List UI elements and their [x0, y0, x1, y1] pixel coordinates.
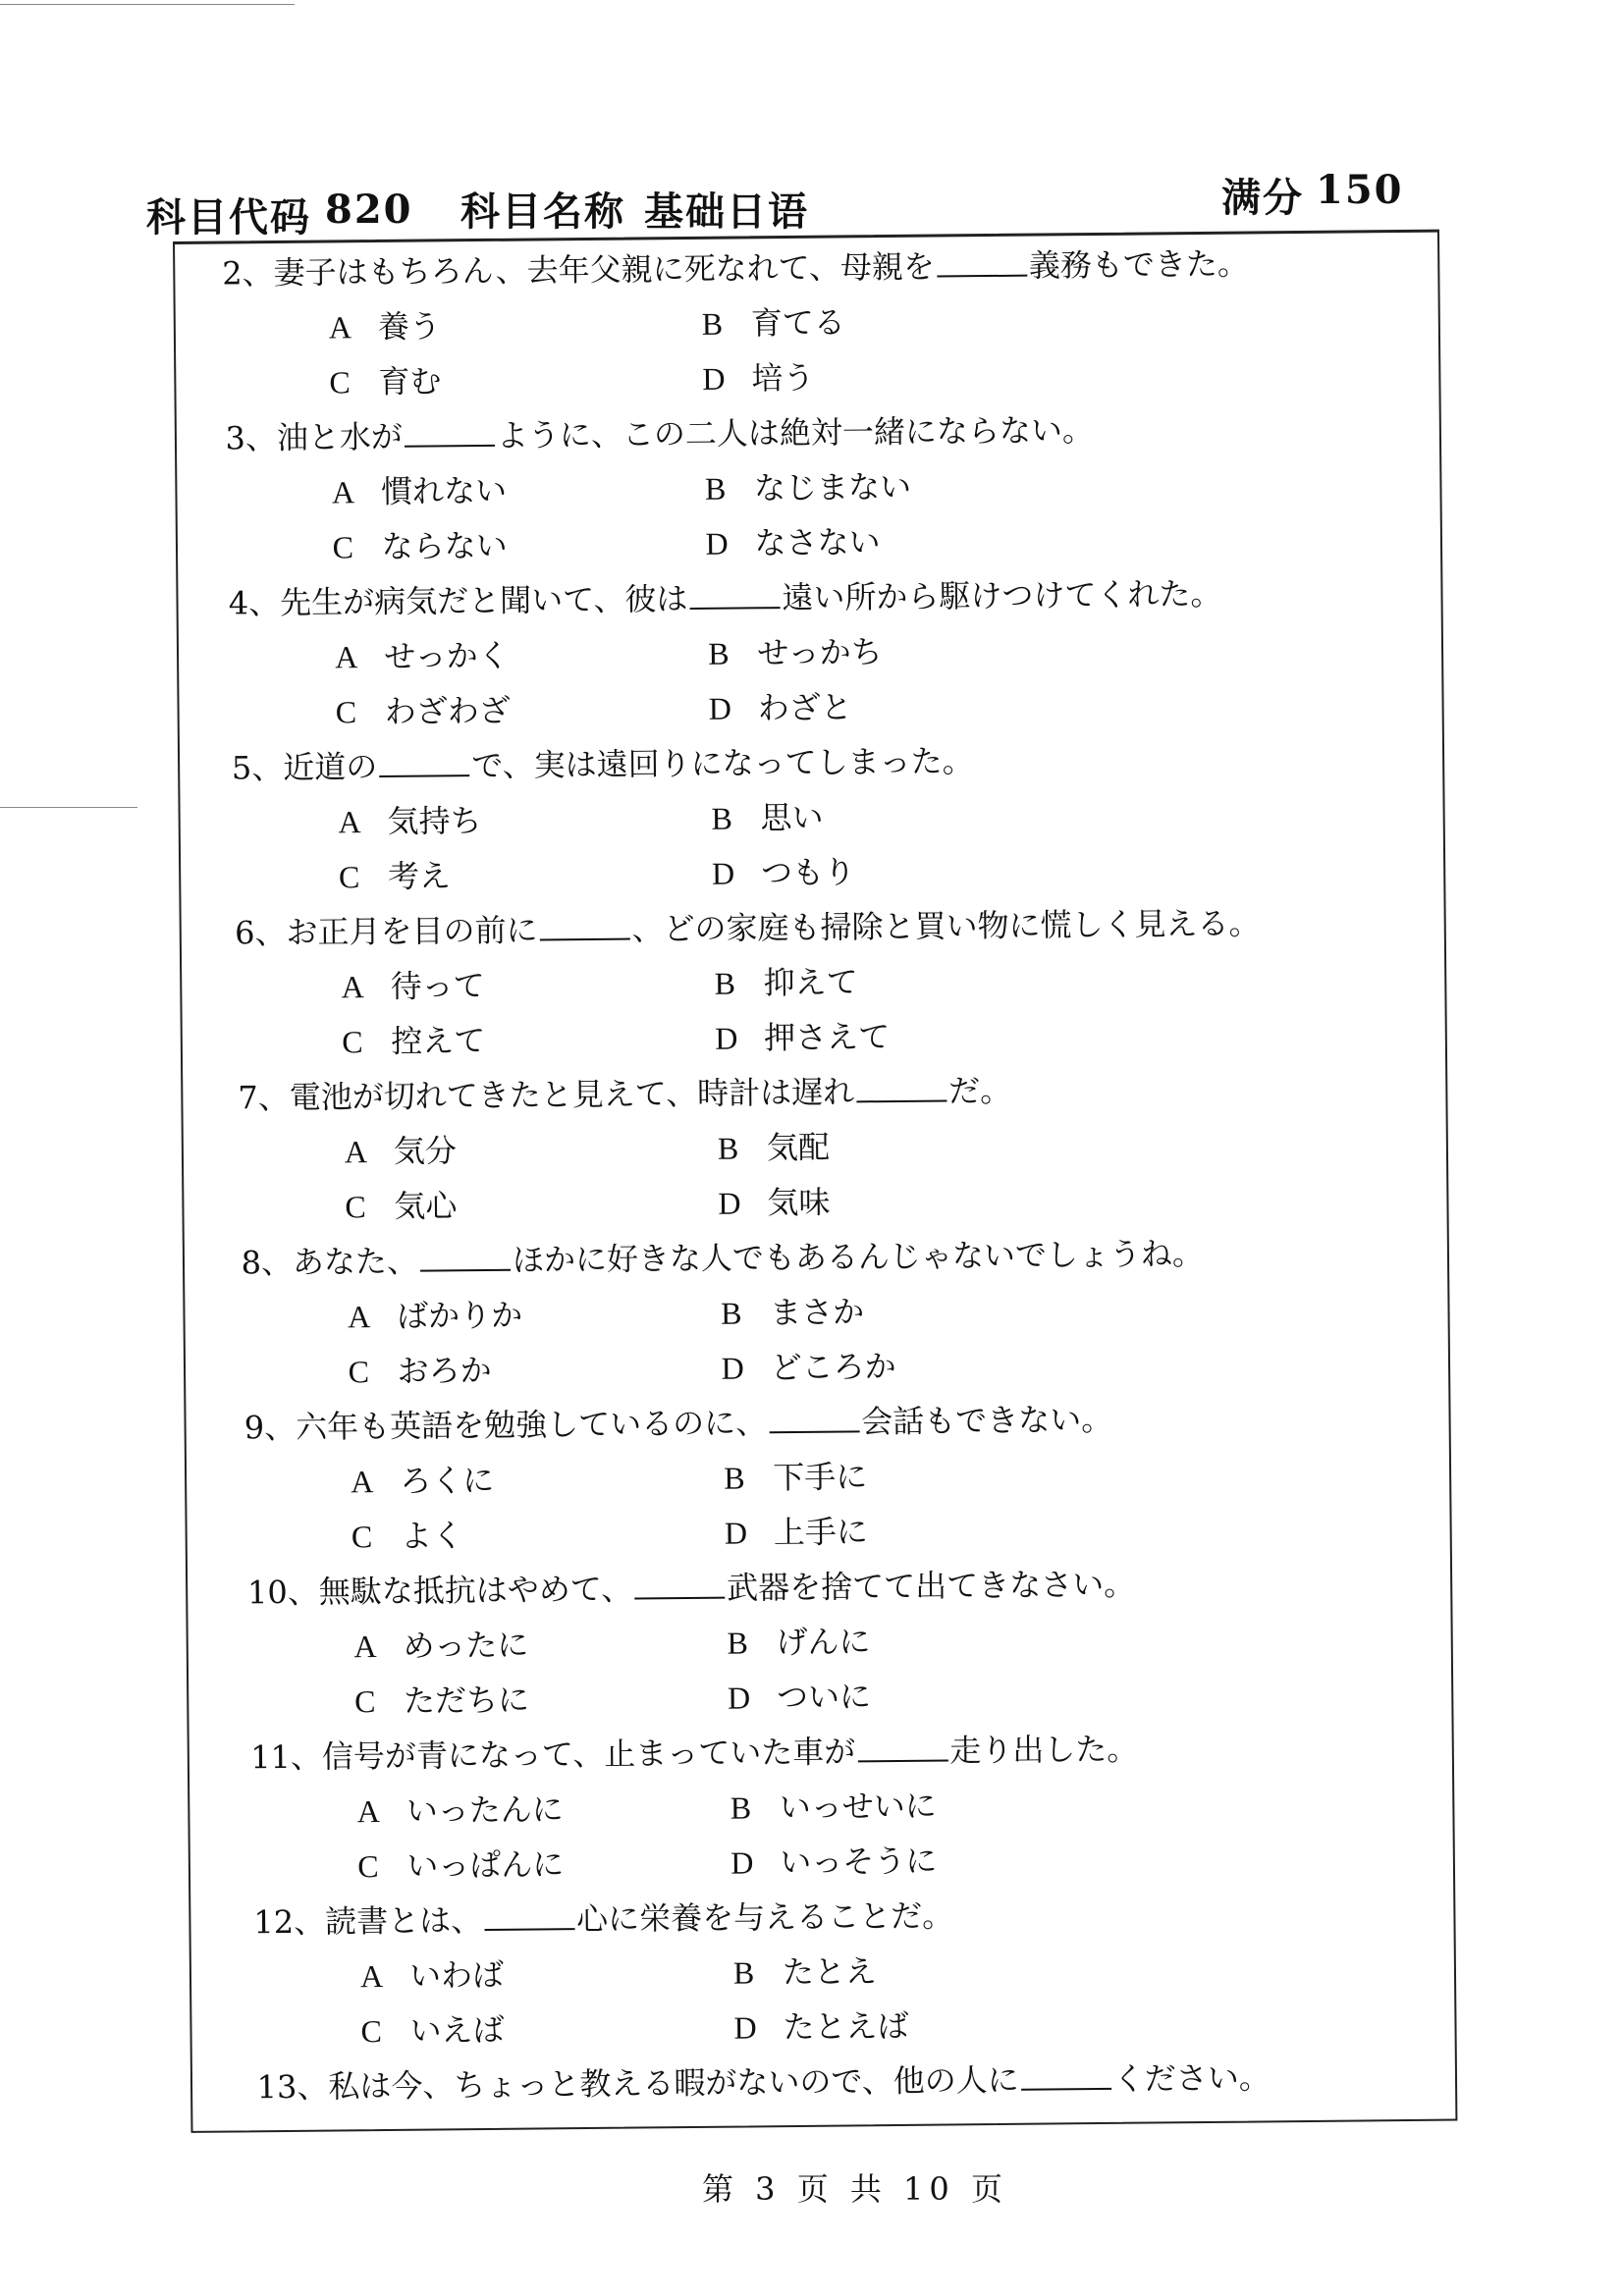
stem-after: 、どの家庭も掃除と買い物に慌しく見える。	[631, 904, 1261, 948]
option	[338, 793, 482, 849]
option-text: 思い	[760, 798, 824, 837]
option	[733, 1944, 878, 2000]
option	[725, 1504, 869, 1560]
option-letter: A	[331, 474, 355, 510]
option	[724, 1449, 868, 1505]
page-number: 第 3 页 共 10 页	[702, 2170, 1008, 2208]
answer-blank	[539, 909, 629, 941]
option-text: ばかりか	[396, 1296, 523, 1335]
subject-code: 820	[325, 187, 413, 233]
question-item	[227, 729, 1425, 906]
stem-after: 心に栄養を与えることだ。	[575, 1896, 954, 1939]
answer-blank	[484, 1898, 574, 1931]
option-text: ろくに	[400, 1461, 495, 1500]
question-item	[222, 235, 1420, 411]
option-text: まさか	[769, 1293, 865, 1332]
option-letter: A	[341, 969, 364, 1005]
option-letter: B	[724, 1460, 745, 1496]
option-text: いっぱんに	[406, 1845, 565, 1885]
option-text: よく	[400, 1517, 464, 1555]
stem-before: 六年も英語を勉強しているのに、	[295, 1404, 768, 1446]
question-number: 5、	[231, 748, 284, 787]
option-letter: B	[730, 1789, 752, 1826]
stem-after: 会話もできない。	[860, 1400, 1113, 1441]
option-letter: A	[328, 309, 352, 346]
option-text: 気分	[393, 1132, 458, 1170]
option-text: 養う	[377, 307, 442, 346]
option-text: 待って	[390, 966, 485, 1005]
option-text: いえば	[409, 2010, 505, 2050]
option-letter: B	[714, 965, 736, 1001]
stem-after: ように、この二人は絶対一緒にならない。	[496, 411, 1095, 454]
answer-blank	[856, 1070, 947, 1102]
option-text: ついに	[776, 1678, 872, 1717]
option	[721, 1284, 865, 1340]
option	[345, 1178, 458, 1234]
option-text: 気持ち	[387, 802, 482, 840]
option-row	[251, 1829, 1434, 1896]
option	[339, 848, 452, 904]
option-text: 育む	[378, 362, 442, 400]
option-letter: C	[335, 694, 357, 730]
option	[332, 518, 508, 575]
question-number: 7、	[238, 1078, 290, 1117]
option-text: げんに	[776, 1623, 871, 1662]
option-letter: A	[344, 1134, 368, 1170]
option-row	[226, 509, 1421, 576]
option-letter: B	[701, 305, 724, 342]
option	[715, 1009, 891, 1066]
question-item	[224, 400, 1422, 576]
option-text: なじまない	[753, 467, 912, 507]
scan-artifact	[0, 807, 137, 808]
option-letter: B	[711, 800, 732, 836]
stem-after: ほかに好きな人でもあるんじゃないでしょうね。	[512, 1234, 1205, 1279]
option-row	[245, 1499, 1431, 1566]
option-text: つもり	[760, 853, 856, 892]
stem-after: 遠い所から駆けつけてくれた。	[782, 574, 1222, 617]
option-letter: B	[704, 470, 727, 507]
option	[705, 514, 881, 571]
option-text: 下手に	[773, 1458, 868, 1497]
option	[345, 1123, 458, 1179]
option	[712, 844, 856, 900]
option-letter: A	[347, 1299, 371, 1335]
option-letter: A	[359, 1958, 384, 1995]
option-row	[254, 1994, 1434, 2060]
full-score-label: 满分	[1221, 175, 1304, 221]
option-text: 考え	[387, 857, 452, 895]
question-item	[225, 564, 1423, 741]
option	[727, 1614, 871, 1670]
option	[335, 628, 510, 685]
answer-blank	[405, 415, 495, 448]
option-text: せっかく	[384, 636, 510, 675]
stem-after: 走り出した。	[949, 1730, 1139, 1770]
stem-before: お正月を目の前に	[286, 911, 538, 951]
answer-blank	[420, 1240, 511, 1272]
option-text: たとえば	[783, 2006, 909, 2047]
stem-before: 信号が青になって、止まっていた車が	[321, 1733, 856, 1776]
option-text: わざわざ	[384, 691, 511, 730]
option-text: おろか	[397, 1351, 492, 1390]
question-item	[238, 1884, 1435, 2060]
option-letter: B	[727, 1625, 749, 1661]
option-letter: C	[342, 1024, 363, 1060]
option-text: ただちに	[403, 1681, 530, 1720]
option	[702, 294, 846, 350]
option-text: いったんに	[406, 1790, 564, 1830]
option-letter: C	[357, 1848, 379, 1885]
option-text: 控えて	[391, 1021, 486, 1060]
question-item	[235, 1554, 1433, 1731]
stem-after: 武器を捨てて出てきなさい。	[726, 1565, 1136, 1607]
stem-after: だ。	[947, 1071, 1012, 1110]
option	[342, 1013, 486, 1069]
option	[354, 1673, 530, 1730]
option-letter: A	[335, 639, 358, 675]
option-row	[233, 839, 1425, 906]
stem-before: 近道の	[283, 748, 378, 786]
option-text: たとえ	[782, 1952, 878, 1992]
option-letter: D	[711, 855, 735, 891]
option-letter: D	[718, 1185, 741, 1221]
option-letter: D	[708, 690, 732, 726]
option-text: ならない	[381, 526, 508, 565]
option-text: めったに	[403, 1626, 529, 1665]
option-letter: C	[329, 364, 351, 400]
subject-code-label: 科目代码	[146, 194, 311, 240]
option	[357, 1837, 565, 1894]
option-letter: C	[348, 1354, 370, 1390]
option-row	[239, 1169, 1427, 1236]
option	[702, 350, 815, 406]
question-item	[240, 2049, 1435, 2115]
option	[356, 1782, 564, 1839]
answer-blank	[379, 745, 469, 777]
option-text: 押さえて	[764, 1018, 891, 1057]
option-text: いっそうに	[780, 1842, 938, 1882]
option-letter: C	[338, 859, 360, 895]
option-letter: A	[338, 804, 361, 840]
option-text: いわば	[408, 1955, 505, 1995]
option	[348, 1343, 492, 1399]
option-letter: B	[720, 1295, 742, 1331]
option-letter: D	[715, 1020, 738, 1056]
option-letter: A	[353, 1629, 377, 1665]
answer-blank	[937, 245, 1027, 278]
stem-before: 電池が切れてきたと見えて、時計は遅れ	[289, 1073, 855, 1116]
option-letter: D	[733, 2009, 757, 2046]
option-text: 培う	[751, 358, 815, 398]
option-text: 抑えて	[763, 963, 858, 1002]
option-text: 気配	[766, 1128, 831, 1167]
option-letter: D	[705, 525, 729, 561]
option	[728, 1669, 872, 1725]
option	[730, 1834, 938, 1891]
option-text: 上手に	[773, 1513, 869, 1552]
question-number: 8、	[241, 1243, 294, 1282]
option-letter: A	[356, 1793, 381, 1830]
question-stem	[256, 2049, 1435, 2115]
option-letter: C	[332, 529, 354, 565]
option-letter: C	[353, 1683, 376, 1720]
question-number: 10、	[246, 1573, 319, 1612]
option	[336, 683, 512, 740]
option	[353, 1618, 528, 1675]
question-item	[233, 1389, 1431, 1566]
question-item	[232, 1224, 1430, 1401]
question-item	[230, 1059, 1428, 1236]
option-row	[230, 674, 1423, 741]
option-text: 育てる	[750, 303, 846, 343]
option	[360, 1948, 505, 2003]
subject-name: 基础日语	[644, 188, 809, 235]
question-item	[237, 1719, 1434, 1896]
subject-name-label: 科目名称	[460, 188, 625, 235]
option	[329, 353, 442, 409]
option	[709, 679, 853, 735]
question-number: 9、	[243, 1408, 297, 1447]
question-number: 12、	[253, 1902, 326, 1942]
stem-before: 無駄な抵抗はやめて、	[318, 1570, 633, 1611]
option-text: 慣れない	[380, 471, 508, 510]
answer-blank	[1021, 2058, 1111, 2091]
stem-before: 読書とは、	[324, 1901, 483, 1941]
option-row	[223, 345, 1419, 411]
option-letter: D	[730, 1844, 754, 1881]
option-letter: D	[721, 1350, 744, 1386]
option-letter: C	[345, 1189, 366, 1225]
question-number: 11、	[250, 1737, 323, 1777]
option-letter: D	[724, 1515, 748, 1551]
option-letter: D	[727, 1680, 751, 1716]
option	[711, 790, 824, 846]
option	[705, 459, 912, 516]
answer-blank	[634, 1568, 725, 1600]
stem-after: 義務もできた。	[1028, 244, 1250, 285]
question-number: 13、	[256, 2067, 329, 2107]
option-letter: B	[732, 1954, 755, 1991]
option-row	[236, 1004, 1426, 1071]
option	[721, 1339, 896, 1396]
stem-before: 先生が病気だと聞いて、彼は	[279, 579, 688, 621]
option-text: どころか	[770, 1347, 896, 1387]
option	[718, 1175, 831, 1231]
option-text: 気心	[394, 1187, 458, 1225]
option-text: わざと	[757, 688, 852, 727]
option-row	[248, 1664, 1433, 1731]
option-letter: A	[351, 1464, 374, 1500]
option	[332, 463, 508, 520]
stem-before: 私は今、ちょっと教える暇がないので、他の人に	[328, 2060, 1019, 2106]
option-text: なさない	[754, 523, 881, 562]
full-score: 150	[1316, 167, 1404, 213]
option	[329, 298, 442, 354]
option	[733, 1999, 909, 2056]
question-number: 4、	[228, 583, 281, 622]
answer-blank	[769, 1401, 859, 1433]
answer-blank	[857, 1730, 947, 1762]
option	[718, 1120, 831, 1176]
option	[352, 1508, 464, 1564]
option	[360, 2002, 505, 2058]
stem-before: 妻子はもちろん、去年父親に死なれて、母親を	[273, 247, 936, 293]
option-text: 気味	[767, 1183, 831, 1222]
option	[348, 1288, 523, 1345]
stem-after: で、実は遠回りになってしまった。	[471, 742, 974, 785]
option	[341, 958, 485, 1014]
option-text: いっせいに	[779, 1787, 937, 1827]
question-list	[222, 235, 1435, 2115]
question-item	[228, 894, 1426, 1071]
answer-blank	[689, 577, 780, 610]
question-number: 6、	[234, 913, 287, 952]
option	[730, 1779, 937, 1836]
scan-artifact	[0, 4, 295, 5]
option-letter: C	[360, 2013, 383, 2050]
option	[714, 954, 858, 1010]
option-letter: B	[717, 1130, 739, 1166]
question-number: 2、	[222, 254, 274, 293]
option-letter: B	[708, 635, 730, 671]
option	[708, 624, 883, 681]
stem-after: ください。	[1112, 2058, 1271, 2098]
stem-before: あなた、	[292, 1242, 419, 1281]
option-letter: D	[702, 360, 726, 397]
option-letter: C	[351, 1519, 373, 1555]
stem-before: 油と水が	[276, 417, 404, 456]
question-box	[173, 230, 1457, 2133]
option-row	[242, 1334, 1429, 1401]
option-text: せっかち	[757, 633, 883, 672]
question-number: 3、	[225, 418, 278, 457]
option	[351, 1453, 495, 1509]
